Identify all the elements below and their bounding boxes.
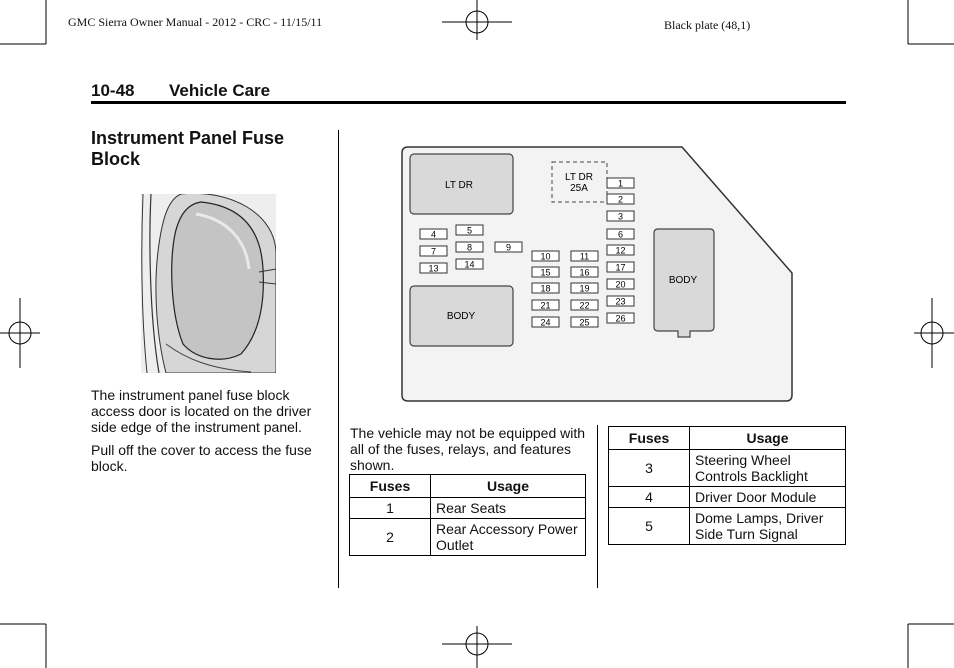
heading bbox=[91, 128, 284, 170]
usage-column-header: Usage bbox=[431, 475, 586, 498]
lt-dr-relay-amp: 25A bbox=[570, 183, 588, 194]
fuse-number: 2 bbox=[350, 519, 431, 556]
fuse-usage: Driver Door Module bbox=[690, 487, 846, 508]
fuse-slot-label: 20 bbox=[615, 279, 626, 290]
equipment-note: The vehicle may not be equipped with all of the fuses, relays, and features shown. bbox=[350, 425, 586, 473]
body-right-label: BODY bbox=[668, 275, 698, 286]
table-row bbox=[350, 498, 586, 519]
lt-dr-relay-label: LT DR bbox=[565, 172, 593, 183]
fuse-slot-label: 21 bbox=[540, 300, 551, 311]
column-divider-right bbox=[597, 425, 598, 588]
column-divider-left bbox=[338, 130, 339, 588]
table-row bbox=[609, 508, 846, 545]
heading-line-1: Instrument Panel Fuse bbox=[91, 128, 285, 148]
fuse-block-diagram bbox=[400, 145, 796, 405]
fuse-usage: Rear Seats bbox=[431, 498, 586, 519]
document-title: GMC Sierra Owner Manual - 2012 - CRC - 11/15/11 bbox=[68, 15, 323, 29]
fuses-column-header: Fuses bbox=[609, 427, 690, 450]
fuse-slot-label: 15 bbox=[540, 267, 551, 278]
lt-dr-large-label: LT DR bbox=[445, 180, 473, 191]
plate-label: Black plate (48,1) bbox=[664, 18, 751, 32]
fuse-slot-label: 25 bbox=[579, 317, 590, 328]
fuse-usage: Steering Wheel Controls Backlight bbox=[690, 450, 846, 487]
page-number: 10-48 bbox=[91, 81, 135, 100]
fuse-table-2 bbox=[608, 426, 846, 545]
table-row bbox=[350, 519, 586, 556]
table-header-row bbox=[609, 427, 846, 450]
fuse-slot-label: 7 bbox=[430, 246, 437, 257]
fuse-usage: Rear Accessory Power Outlet bbox=[431, 519, 586, 556]
fuse-slot-label: 13 bbox=[428, 263, 439, 274]
fuse-slot-label: 12 bbox=[615, 245, 626, 256]
fuse-slot-label: 5 bbox=[466, 225, 473, 236]
fuse-slot-label: 1 bbox=[617, 178, 624, 189]
fuse-slot-label: 9 bbox=[505, 242, 512, 253]
access-door-paragraph: The instrument panel fuse block access door is located on the driver side edge of the instrument panel. bbox=[91, 387, 312, 435]
fuse-usage: Dome Lamps, Driver Side Turn Signal bbox=[690, 508, 846, 545]
fuse-slot-label: 19 bbox=[579, 283, 590, 294]
fuse-table-1 bbox=[349, 474, 586, 556]
heading-line-2: Block bbox=[91, 149, 141, 169]
fuse-slot-label: 10 bbox=[540, 251, 551, 262]
fuse-slot-label: 16 bbox=[579, 267, 590, 278]
table-header-row bbox=[350, 475, 586, 498]
body-left-label: BODY bbox=[446, 311, 476, 322]
fuse-number: 4 bbox=[609, 487, 690, 508]
fuse-slot-label: 26 bbox=[615, 313, 626, 324]
usage-column-header: Usage bbox=[690, 427, 846, 450]
fuse-slot-label: 6 bbox=[617, 229, 624, 240]
fuse-number: 5 bbox=[609, 508, 690, 545]
header-rule bbox=[91, 101, 846, 104]
fuse-slot-label: 2 bbox=[617, 194, 624, 205]
table-row bbox=[609, 487, 846, 508]
fuse-slot-label: 24 bbox=[540, 317, 551, 328]
fuse-slot-label: 18 bbox=[540, 283, 551, 294]
fuse-slot-label: 23 bbox=[615, 296, 626, 307]
fuse-slot-label: 3 bbox=[617, 211, 624, 222]
fuse-slot-label: 14 bbox=[464, 259, 475, 270]
fuse-slot-label: 4 bbox=[430, 229, 437, 240]
fuse-slot-label: 11 bbox=[579, 251, 590, 262]
section-name: Vehicle Care bbox=[169, 81, 271, 100]
fuse-number: 3 bbox=[609, 450, 690, 487]
fuses-column-header: Fuses bbox=[350, 475, 431, 498]
fuse-number: 1 bbox=[350, 498, 431, 519]
fuse-slot-label: 17 bbox=[615, 262, 626, 273]
fuse-access-door-illustration bbox=[141, 194, 276, 373]
table-row bbox=[609, 450, 846, 487]
fuse-slot-label: 8 bbox=[466, 242, 473, 253]
fuse-slot-label: 22 bbox=[579, 300, 590, 311]
pull-cover-paragraph: Pull off the cover to access the fuse block. bbox=[91, 442, 312, 474]
